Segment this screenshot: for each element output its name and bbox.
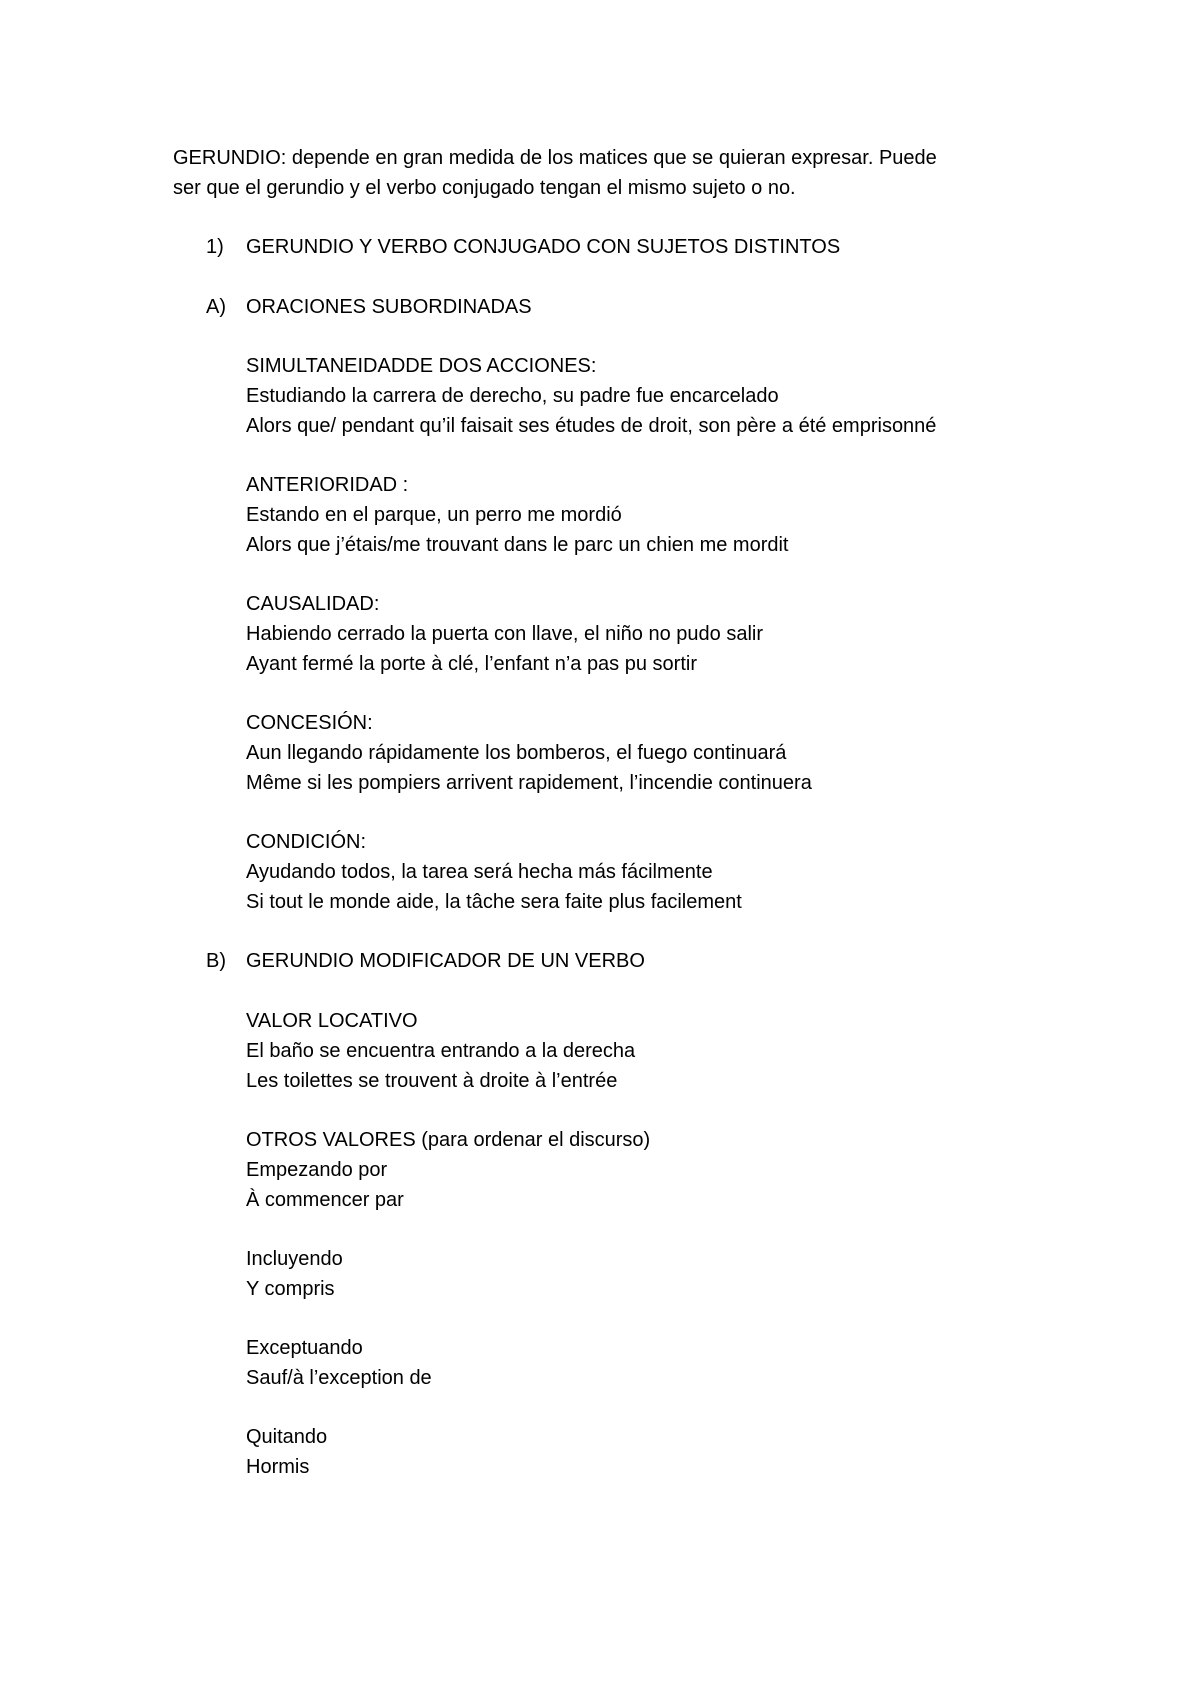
section-b-marker: B) <box>206 950 226 972</box>
example-fr: Alors que j’étais/me trouvant dans le parc un chien me mordit <box>246 534 789 556</box>
group-label-locativo: VALOR LOCATIVO <box>246 1010 418 1032</box>
example-es: Estando en el parque, un perro me mordió <box>246 504 622 526</box>
section-b-heading: GERUNDIO MODIFICADOR DE UN VERBO <box>246 950 645 972</box>
intro-line-1: GERUNDIO: depende en gran medida de los matices que se quieran expresar. Puede <box>173 147 937 169</box>
example-fr: Les toilettes se trouvent à droite à l’entrée <box>246 1070 618 1092</box>
example-fr: Y compris <box>246 1278 335 1300</box>
group-label-otros-valores: OTROS VALORES (para ordenar el discurso) <box>246 1129 651 1151</box>
section-1-heading: GERUNDIO Y VERBO CONJUGADO CON SUJETOS DISTINTOS <box>246 236 841 258</box>
group-label-causalidad: CAUSALIDAD: <box>246 593 380 615</box>
intro-line-2: ser que el gerundio y el verbo conjugado tengan el mismo sujeto o no. <box>173 177 796 199</box>
example-es: El baño se encuentra entrando a la derecha <box>246 1040 636 1062</box>
example-es: Ayudando todos, la tarea será hecha más fácilmente <box>246 861 713 883</box>
example-es: Quitando <box>246 1426 328 1448</box>
section-1-marker: 1) <box>206 236 224 258</box>
example-es: Exceptuando <box>246 1337 363 1359</box>
example-es: Aun llegando rápidamente los bomberos, el fuego continuará <box>246 742 787 764</box>
group-label-concesion: CONCESIÓN: <box>246 712 373 734</box>
example-es: Habiendo cerrado la puerta con llave, el niño no pudo salir <box>246 623 764 645</box>
example-fr: Même si les pompiers arrivent rapidement, l’incendie continuera <box>246 772 812 794</box>
group-label-anterioridad: ANTERIORIDAD : <box>246 474 409 496</box>
section-a-heading: ORACIONES SUBORDINADAS <box>246 296 532 318</box>
example-fr: Hormis <box>246 1456 310 1478</box>
example-es: Incluyendo <box>246 1248 343 1270</box>
example-fr: Alors que/ pendant qu’il faisait ses études de droit, son père a été emprisonné <box>246 415 937 437</box>
example-fr: Si tout le monde aide, la tâche sera faite plus facilement <box>246 891 742 913</box>
group-label-condicion: CONDICIÓN: <box>246 831 366 853</box>
example-fr: Sauf/à l’exception de <box>246 1367 432 1389</box>
group-label-simultaneidad: SIMULTANEIDADDE DOS ACCIONES: <box>246 355 597 377</box>
example-es: Empezando por <box>246 1159 388 1181</box>
example-fr: Ayant fermé la porte à clé, l’enfant n’a pas pu sortir <box>246 653 697 675</box>
example-fr: À commencer par <box>246 1189 404 1211</box>
example-es: Estudiando la carrera de derecho, su padre fue encarcelado <box>246 385 779 407</box>
section-a-marker: A) <box>206 296 226 318</box>
